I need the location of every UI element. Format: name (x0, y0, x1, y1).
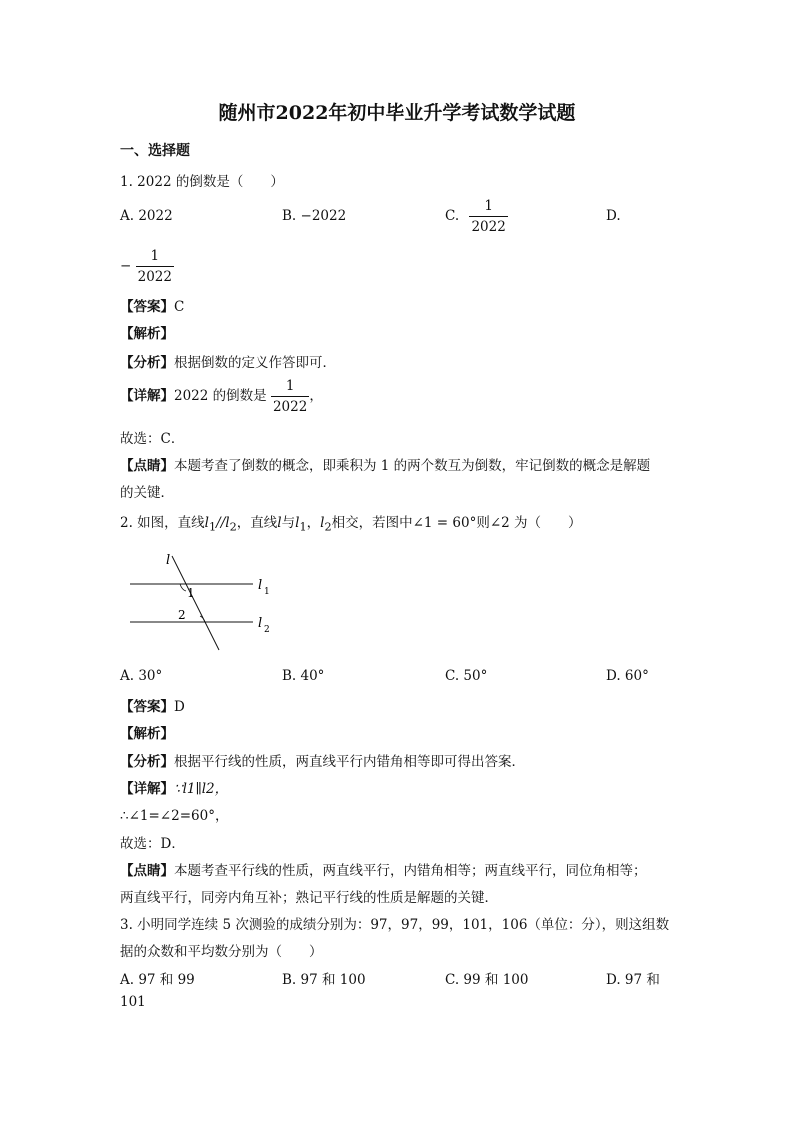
line-l (172, 556, 219, 650)
q2-stem (120, 511, 582, 534)
q2-guxuan: 故选：D． (120, 836, 185, 852)
q1-option-d-sign: − (120, 258, 132, 274)
q1-option-c-numerator: 1 (469, 196, 507, 217)
q3-option-b: B. 97 和 100 (282, 972, 366, 988)
q2-stem-part1: 2. 如图，直线 (120, 515, 205, 531)
q2-answer-tag: 【答案】 (120, 699, 174, 715)
q3-option-c: C. 99 和 100 (445, 972, 529, 988)
q1-option-d-fraction (136, 246, 174, 287)
q1-option-c (445, 196, 508, 237)
q2-fenxi-tag: 【分析】 (120, 754, 174, 770)
q2-analysis-heading: 【解析】 (120, 726, 174, 742)
q2-stem-part4: ， (306, 515, 321, 531)
q1-dianjing-tag: 【点睛】 (120, 458, 174, 474)
q2-l1: l (204, 515, 209, 531)
q2-parallel: // (216, 515, 226, 531)
q2-l2: l (225, 515, 230, 531)
q3-stem: 3. 小明同学连续 5 次测验的成绩分别为：97，97，99，101，106（单位：分），则这组数 (120, 917, 670, 933)
parallel-lines-diagram (120, 548, 290, 658)
q1-xiangjie-denominator: 2022 (272, 399, 308, 415)
q2-l2-sub: 2 (229, 520, 237, 534)
q1-dianjing-text: 本题考查了倒数的概念，即乘积为 1 的两个数互为倒数，牢记倒数的概念是解题 (174, 458, 651, 474)
label-l1-sub: 1 (264, 587, 270, 597)
q1-option-d-denominator: 2022 (137, 269, 172, 285)
q2-option-b: B. 40° (282, 668, 325, 684)
q3-stem-cont: 据的众数和平均数分别为（ ） (120, 944, 323, 960)
q2-option-a: A. 30° (120, 668, 163, 684)
q1-option-a: A. 2022 (120, 208, 173, 224)
q2-dianjing (120, 859, 647, 879)
q2-stem-part3: 与 (281, 515, 296, 531)
q1-answer (120, 295, 184, 315)
q1-option-c-fraction (469, 196, 507, 237)
q3-option-a: A. 97 和 99 (120, 972, 195, 988)
q1-answer-tag: 【答案】 (120, 299, 174, 315)
angle-1-arc (180, 584, 186, 591)
q2-l2b: l (320, 515, 325, 531)
q1-option-d-label: D. (606, 208, 621, 224)
q1-analysis-heading: 【解析】 (120, 326, 174, 342)
q1-fenxi (120, 351, 336, 371)
q2-answer (120, 695, 185, 715)
q1-option-c-denominator: 2022 (471, 219, 506, 235)
q2-fenxi-text: 根据平行线的性质，两直线平行内错角相等即可得出答案． (174, 754, 525, 770)
page-title: 随州市2022年初中毕业升学考试数学试题 (218, 102, 576, 124)
q1-guxuan: 故选：C． (120, 431, 185, 447)
q2-l2b-sub: 2 (324, 520, 332, 534)
label-angle-1: 1 (187, 586, 195, 600)
q1-option-d (120, 246, 174, 287)
q2-fenxi (120, 750, 525, 770)
q2-figure (120, 548, 290, 662)
q1-fenxi-text: 根据倒数的定义作答即可． (174, 355, 336, 371)
q1-xiangjie-fraction (271, 376, 309, 417)
q2-option-d: D. 60° (606, 668, 649, 684)
q1-fenxi-tag: 【分析】 (120, 355, 174, 371)
q1-stem: 1. 2022 的倒数是（ ） (120, 174, 284, 190)
q3-option-d-cont: 101 (120, 994, 146, 1010)
q1-option-d-numerator: 1 (136, 246, 174, 267)
q2-answer-value: D (174, 699, 185, 715)
q1-xiangjie-text: 2022 的倒数是 (174, 388, 267, 404)
label-l2: l (258, 616, 263, 631)
q2-xiangjie (120, 777, 228, 797)
q2-step: ∴∠1=∠2=60°， (120, 808, 229, 824)
q1-xiangjie-comma: ， (309, 388, 323, 404)
q2-xiangjie-tag: 【详解】 (120, 781, 174, 797)
q1-option-c-label: C. (445, 208, 460, 224)
label-l1: l (258, 578, 263, 593)
q2-l1b-sub: 1 (299, 520, 307, 534)
label-l: l (166, 553, 171, 568)
q1-dianjing-cont: 的关键． (120, 485, 174, 501)
q1-xiangjie-numerator: 1 (271, 376, 309, 397)
label-angle-2: 2 (178, 608, 186, 622)
q3-option-d: D. 97 和 (606, 972, 660, 988)
q2-l1b: l (295, 515, 300, 531)
label-l2-sub: 2 (264, 625, 270, 635)
q2-dianjing-tag: 【点睛】 (120, 863, 174, 879)
q2-dianjing-cont: 两直线平行，同旁内角互补；熟记平行线的性质是解题的关键． (120, 890, 498, 906)
q2-stem-part5: 相交，若图中∠1 = 60°则∠2 为（ ） (331, 515, 582, 531)
q2-dianjing-text: 本题考查平行线的性质，两直线平行，内错角相等；两直线平行，同位角相等； (174, 863, 647, 879)
q1-xiangjie-tag: 【详解】 (120, 388, 174, 404)
q2-l1-sub: 1 (209, 520, 217, 534)
q2-l: l (277, 515, 282, 531)
q1-xiangjie (120, 376, 323, 417)
section-heading: 一、选择题 (120, 143, 190, 159)
q1-option-b: B. −2022 (282, 208, 347, 224)
q1-dianjing (120, 454, 650, 474)
q2-option-c: C. 50° (445, 668, 488, 684)
q1-answer-value: C (174, 299, 185, 315)
q2-xiangjie-text: ∵l1∥l2， (174, 781, 229, 797)
q2-stem-part2: ，直线 (236, 515, 278, 531)
